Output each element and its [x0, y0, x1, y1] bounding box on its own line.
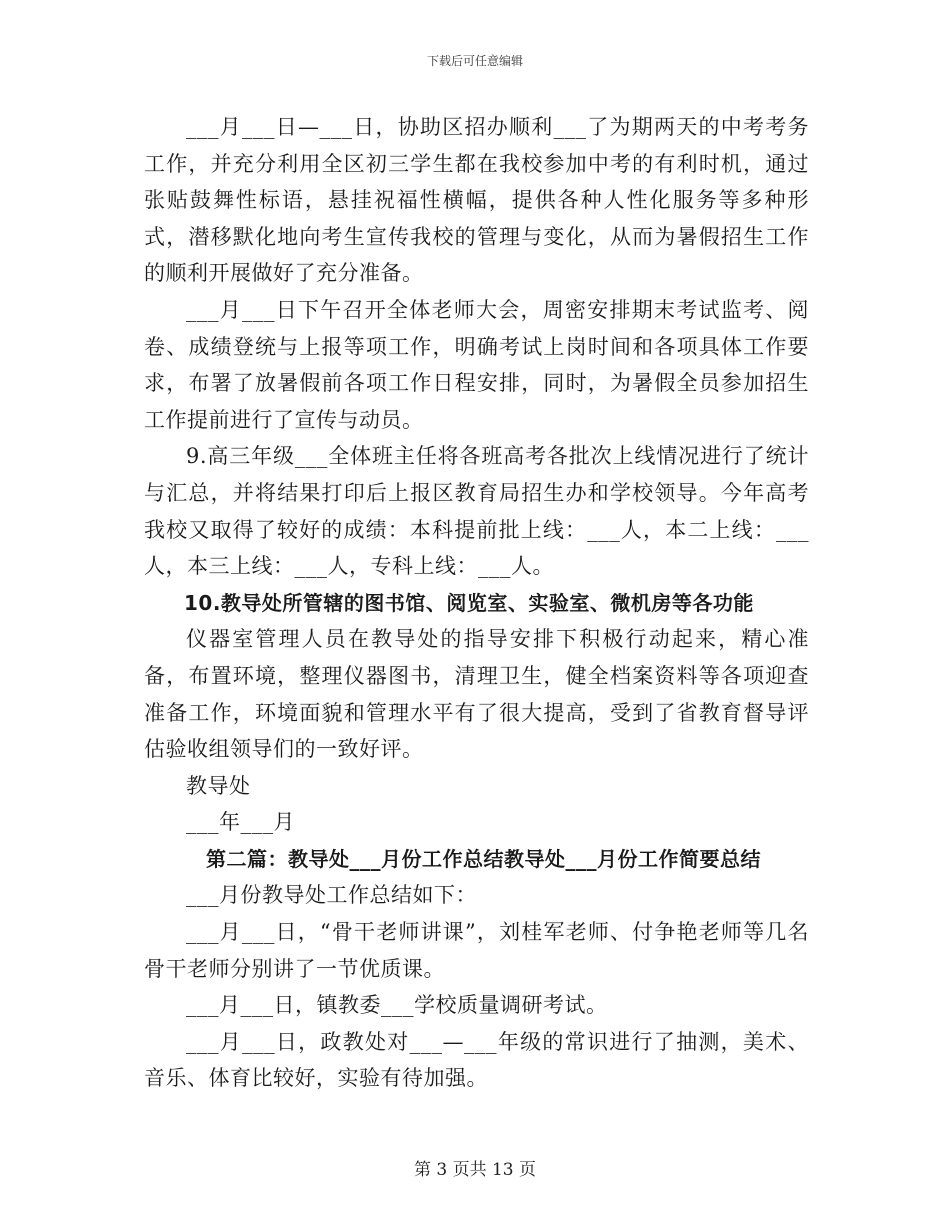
- paragraph-knowledge-test: ___月___日，政教处对___—___年级的常识进行了抽测，美术、音乐、体育比较好，实验有待加强。: [144, 1029, 809, 1091]
- paragraph-backbone-lecture: ___月___日，“骨干老师讲课”，刘桂军老师、付争艳老师等几名骨干老师分别讲了一节优质课。: [144, 920, 809, 981]
- paragraph-summary-intro: ___月份教导处工作总结如下：: [186, 883, 477, 908]
- signature-office: 教导处: [186, 773, 251, 798]
- paragraph-teacher-meeting: ___月___日下午召开全体老师大会，周密安排期末考试监考、阅卷、成绩登统与上报等项工作，明确考试上岗时间和各项具体工作要求，布署了放暑假前各项工作日程安排，同时，为暑假全员参加招生工作提前进行了宣传与动员。: [144, 297, 809, 432]
- paragraph-lab-staff: 仪器室管理人员在教导处的指导安排下积极行动起来，精心准备，布置环境，整理仪器图书，清理卫生，健全档案资料等各项迎查准备工作，环境面貌和管理水平有了很大提高，受到了省教育督导评估验收组领导们的一致好评。: [144, 627, 809, 762]
- paragraph-senior-results: 9.高三年级___全体班主任将各班高考各批次上线情况进行了统计与汇总，并将结果打印后上报区教育局招生办和学校领导。今年高考我校又取得了较好的成绩：本科提前批上线：___人，本二上线：___人，本三上线：___人，专科上线：___人。: [144, 444, 809, 579]
- chapter-title-part-two: 第二篇：教导处___月份工作总结教导处___月份工作简要总结: [206, 846, 761, 871]
- page-header: 下载后可任意编辑: [426, 54, 523, 68]
- signature-date: ___年___月: [186, 810, 295, 835]
- paragraph-quality-exam: ___月___日，镇教委___学校质量调研考试。: [186, 993, 608, 1018]
- section-heading-10: 10.教导处所管辖的图书馆、阅览室、实验室、微机房等各功能: [184, 590, 754, 615]
- paragraph-exam-service: ___月___日—___日，协助区招办顺利___了为期两天的中考考务工作，并充分利用全区初三学生都在我校参加中考的有利时机，通过张贴鼓舞性标语，悬挂祝福性横幅，提供各种人性化服务等多种形式，潜移默化地向考生宣传我校的管理与变化，从而为暑假招生工作的顺利开展做好了充分准备。: [144, 115, 809, 286]
- document-body: [144, 109, 809, 1097]
- page-number: 第 3 页共 13 页: [413, 1160, 537, 1180]
